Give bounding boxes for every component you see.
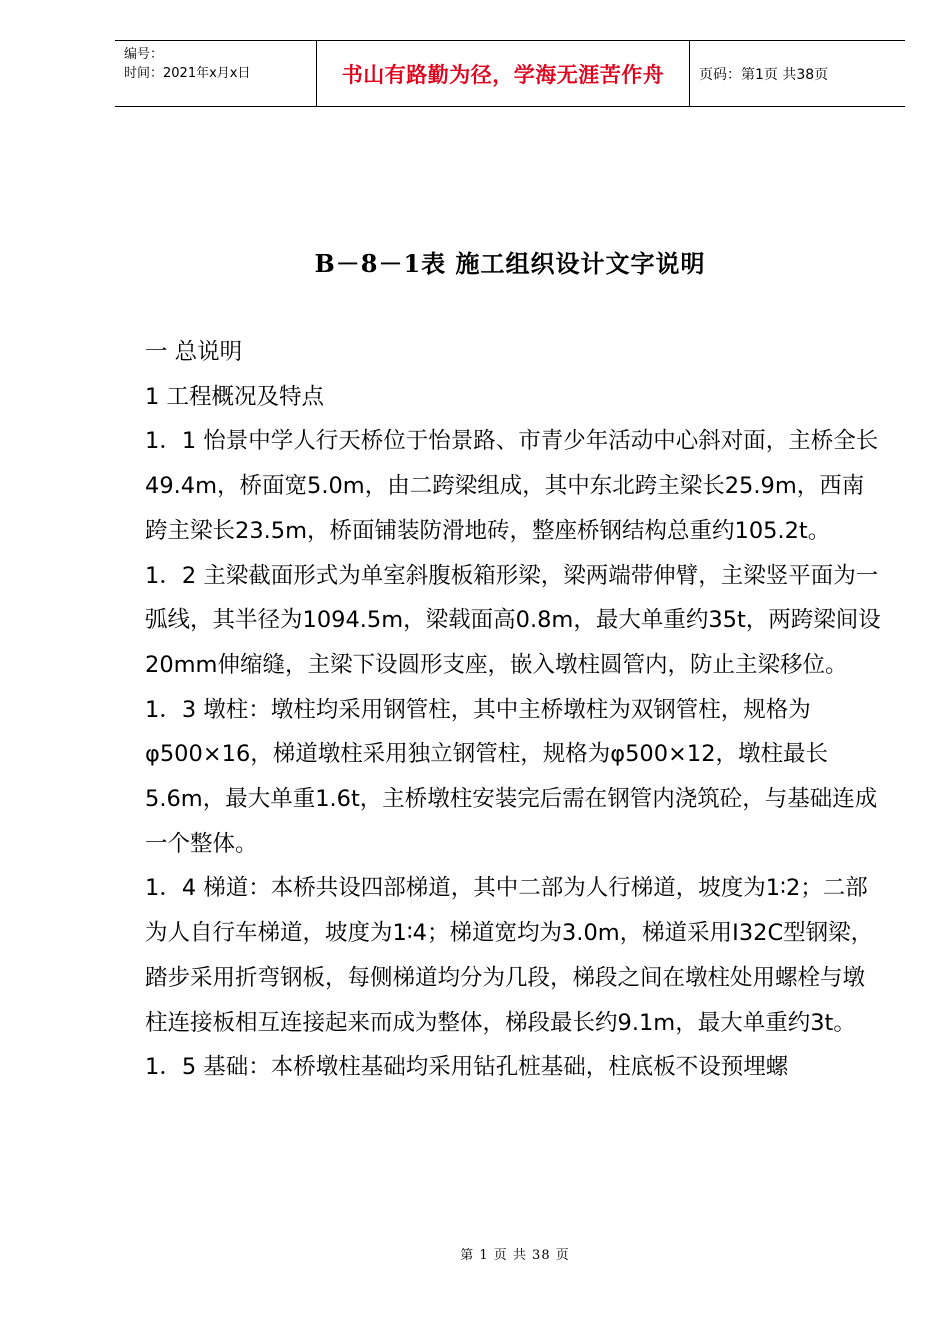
- paragraph: 1．2 主梁截面形式为单室斜腹板箱形梁，梁两端带伸臂，主梁竖平面为一弧线，其半径为1094.5m，梁载面高0.8m，最大单重约35t，两跨梁间设20mm伸缩缝，主梁下设圆形支座，嵌入墩柱圆管内，防止主梁移位。: [145, 562, 881, 678]
- header-motto: 书山有路勤为径，学海无涯苦作舟: [316, 41, 690, 106]
- paragraph: 1．4 梯道：本桥共设四部梯道，其中二部为人行梯道，坡度为1∶2；二部为人自行车梯道，坡度为1∶4；梯道宽均为3.0m，梯道采用I32C型钢梁，踏步采用折弯钢板，每侧梯道均分为几段，梯段之间在墩柱处用螺栓与墩柱连接板相互连接起来而成为整体，梯段最长约9.1m，最大单重约3t。: [145, 875, 874, 1036]
- header-page-info: 页码：第1页 共38页: [699, 66, 829, 83]
- document-body: [145, 330, 885, 1090]
- paragraph: 1．1 怡景中学人行天桥位于怡景路、市青少年活动中心斜对面，主桥全长49.4m，桥面宽5.0m，由二跨梁组成，其中东北跨主梁长25.9m，西南跨主梁长23.5m，桥面铺装防滑地砖，整座桥钢结构总重约105.2t。: [145, 428, 879, 544]
- page-footer: 第 1 页 共 38 页: [460, 1248, 570, 1263]
- section-heading: 一 总说明: [145, 339, 243, 365]
- paragraph: 1．3 墩柱：墩柱均采用钢管柱，其中主桥墩柱为双钢管柱，规格为φ500×16，梯道墩柱采用独立钢管柱，规格为φ500×12，墩柱最长5.6m，最大单重1.6t，主桥墩柱安装完后需在钢管内浇筑砼，与基础连成一个整体。: [145, 696, 878, 857]
- document-title: B－8－1表 施工组织设计文字说明: [314, 249, 706, 278]
- paragraph: 1．5 基础：本桥墩柱基础均采用钻孔桩基础，柱底板不设预埋螺: [145, 1054, 789, 1081]
- header-meta: [115, 41, 316, 106]
- subsection-heading: 1 工程概况及特点: [145, 383, 324, 410]
- serial-label: 编号：: [124, 47, 164, 62]
- time-label: 时间：2021年x月x日: [124, 66, 251, 81]
- page-header: [115, 40, 905, 107]
